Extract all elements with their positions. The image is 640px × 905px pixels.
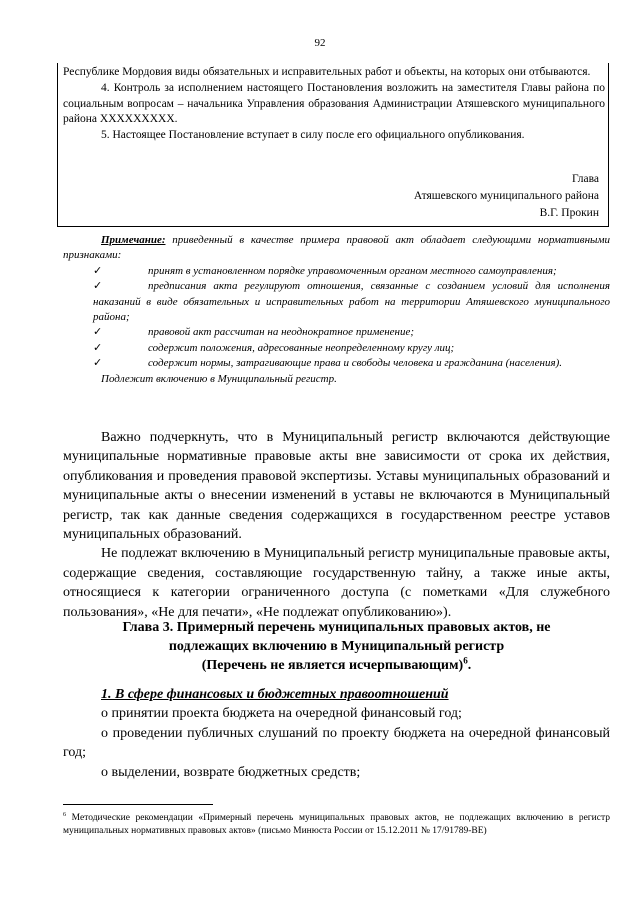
note-intro [63, 233, 610, 264]
note-item [63, 356, 610, 371]
signature-district: Атяшевского муниципального района [413, 190, 599, 202]
decree-paragraph: Республике Мордовия виды обязательных и исправительных работ и объекты, на которых они отбываются. [63, 66, 591, 78]
body-paragraph: Важно подчеркнуть, что в Муниципальный регистр включаются действующие муниципальные нормативные правовые акты вне зависимости от срока их действия, опубликования и проведения правовой экспертизы. Уставы муниципальных образований и муниципальные акты о внесении изменений в уставы не включаются в Муниципальный регистр, так как данные сведения содержащихся в государственном реестре уставов муниципальных образований. [63, 430, 610, 543]
note-item-text: содержит нормы, затрагивающие права и свободы человека и гражданина (населения). [148, 357, 563, 370]
note-item-text: правовой акт рассчитан на неоднократное применение; [148, 326, 415, 339]
section-financial [63, 685, 610, 782]
note-item-text: содержит положения, адресованные неопределенному кругу лиц; [148, 341, 455, 354]
footnote [63, 812, 610, 838]
section-item: о проведении публичных слушаний по проекту бюджета на очередной финансовый год; [63, 725, 610, 761]
section-heading: 1. В сфере финансовых и бюджетных правоотношений [101, 687, 449, 702]
page-number: 92 [314, 37, 326, 49]
decree-paragraph: 4. Контроль за исполнением настоящего Постановления возложить на заместителя Главы района по социальным вопросам – начальника Управления образования Администрации Атяшевского муниципального района ХХХХХХХХХ. [63, 81, 605, 126]
chapter-heading-line: Глава 3. Примерный перечень муниципальных правовых актов, не [122, 620, 551, 635]
checkmark-icon: ✓ [93, 326, 103, 339]
chapter-heading-line [63, 656, 610, 675]
footnote-ref: 6 [463, 655, 468, 666]
note-block [63, 233, 610, 387]
note-conclusion: Подлежит включению в Муниципальный регистр. [101, 372, 337, 385]
chapter-heading-subtitle: (Перечень не является исчерпывающим) [201, 658, 464, 673]
body-paragraph: Не подлежат включению в Муниципальный регистр муниципальные правовые акты, содержащие сведения, составляющие государственную тайну, а также иные акты, относящиеся к категории ограниченного доступа (с пометками «Для служебного пользования», «Не для печати», «Не подлежат опубликованию»). [63, 546, 610, 620]
note-item [63, 341, 610, 356]
decree-excerpt-text [63, 65, 605, 144]
checkmark-icon: ✓ [93, 280, 103, 293]
chapter-heading [63, 618, 610, 675]
note-item-text: принят в установленном порядке управомоченным органом местного самоуправления; [148, 264, 557, 277]
decree-paragraph: 5. Настоящее Постановление вступает в силу после его официального опубликования. [101, 129, 525, 142]
note-label: Примечание: [101, 234, 166, 246]
footnote-text: Методические рекомендации «Примерный перечень муниципальных правовых актов, не подлежащих включению в регистр муниципальных нормативных правовых актов» (письмо Минюста России от 15.12.2011 № 17/91789-ВЕ) [63, 813, 610, 836]
signature-block [414, 171, 599, 222]
footnote-separator [63, 804, 213, 805]
signature-name: В.Г. Прокин [539, 207, 599, 219]
note-item [63, 279, 610, 325]
footnote-number: 6 [63, 811, 67, 818]
section-item: о принятии проекта бюджета на очередной финансовый год; [101, 706, 462, 722]
decree-excerpt-box [57, 63, 609, 227]
note-item-text: предписания акта регулируют отношения, связанные с созданием условий для исполнения наказаний в виде обязательных и исправительных работ на территории Атяшевского муниципального района; [93, 280, 610, 324]
chapter-heading-line: подлежащих включению в Муниципальный регистр [168, 639, 505, 654]
note-item [63, 264, 610, 279]
checkmark-icon: ✓ [93, 264, 103, 277]
section-item: о выделении, возврате бюджетных средств; [101, 764, 361, 780]
signature-title: Глава [571, 173, 599, 185]
note-item [63, 325, 610, 340]
checkmark-icon: ✓ [93, 341, 103, 354]
checkmark-icon: ✓ [93, 357, 103, 370]
body-text [63, 428, 610, 622]
chapter-heading-period: . [467, 658, 472, 673]
note-intro-text: приведенный в качестве примера правовой акт обладает следующими нормативными признаками: [63, 234, 610, 262]
